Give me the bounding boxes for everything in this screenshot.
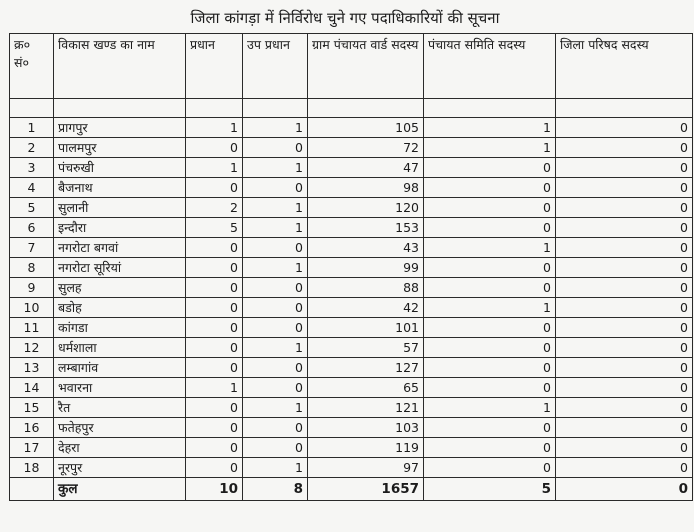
cell-sno: 1 <box>10 118 54 138</box>
spacer-cell <box>54 99 186 118</box>
cell-samiti: 0 <box>424 278 556 298</box>
cell-pradhan: 1 <box>186 378 243 398</box>
cell-ward: 47 <box>308 158 424 178</box>
cell-block: सुलह <box>54 278 186 298</box>
table-row <box>10 318 693 338</box>
cell-sno: 11 <box>10 318 54 338</box>
officials-table <box>9 33 693 501</box>
cell-ward: 103 <box>308 418 424 438</box>
cell-block: लम्बागांव <box>54 358 186 378</box>
cell-up-pradhan: 0 <box>243 318 308 338</box>
total-parishad: 0 <box>556 478 693 501</box>
cell-sno: 18 <box>10 458 54 478</box>
cell-parishad: 0 <box>556 358 693 378</box>
cell-up-pradhan: 0 <box>243 378 308 398</box>
cell-sno: 15 <box>10 398 54 418</box>
table-row <box>10 238 693 258</box>
cell-up-pradhan: 1 <box>243 158 308 178</box>
total-label: कुल <box>54 478 186 501</box>
cell-samiti: 1 <box>424 118 556 138</box>
cell-block: फतेहपुर <box>54 418 186 438</box>
cell-sno: 5 <box>10 198 54 218</box>
cell-parishad: 0 <box>556 418 693 438</box>
total-sno-cell <box>10 478 54 501</box>
cell-parishad: 0 <box>556 378 693 398</box>
cell-parishad: 0 <box>556 398 693 418</box>
spacer-cell <box>243 99 308 118</box>
cell-up-pradhan: 1 <box>243 258 308 278</box>
cell-block: इन्दौरा <box>54 218 186 238</box>
cell-pradhan: 0 <box>186 238 243 258</box>
cell-sno: 8 <box>10 258 54 278</box>
cell-up-pradhan: 1 <box>243 218 308 238</box>
cell-sno: 4 <box>10 178 54 198</box>
cell-block: बैजनाथ <box>54 178 186 198</box>
cell-samiti: 0 <box>424 378 556 398</box>
cell-pradhan: 2 <box>186 198 243 218</box>
cell-block: नगरोटा बगवां <box>54 238 186 258</box>
cell-ward: 97 <box>308 458 424 478</box>
cell-block: देहरा <box>54 438 186 458</box>
cell-pradhan: 0 <box>186 438 243 458</box>
cell-pradhan: 1 <box>186 158 243 178</box>
cell-pradhan: 0 <box>186 398 243 418</box>
cell-samiti: 0 <box>424 338 556 358</box>
cell-parishad: 0 <box>556 258 693 278</box>
cell-samiti: 0 <box>424 258 556 278</box>
cell-ward: 121 <box>308 398 424 418</box>
cell-samiti: 0 <box>424 218 556 238</box>
cell-samiti: 1 <box>424 238 556 258</box>
cell-ward: 101 <box>308 318 424 338</box>
cell-ward: 65 <box>308 378 424 398</box>
cell-ward: 43 <box>308 238 424 258</box>
cell-up-pradhan: 1 <box>243 458 308 478</box>
cell-block: धर्मशाला <box>54 338 186 358</box>
total-samiti: 5 <box>424 478 556 501</box>
cell-parishad: 0 <box>556 198 693 218</box>
total-up-pradhan: 8 <box>243 478 308 501</box>
cell-up-pradhan: 0 <box>243 298 308 318</box>
table-row <box>10 158 693 178</box>
cell-samiti: 0 <box>424 438 556 458</box>
header-sno: क्र० सं० <box>10 34 54 99</box>
cell-pradhan: 0 <box>186 338 243 358</box>
cell-parishad: 0 <box>556 338 693 358</box>
table-row <box>10 338 693 358</box>
table-row <box>10 138 693 158</box>
cell-ward: 105 <box>308 118 424 138</box>
cell-sno: 10 <box>10 298 54 318</box>
cell-up-pradhan: 0 <box>243 238 308 258</box>
cell-up-pradhan: 1 <box>243 198 308 218</box>
header-up-pradhan: उप प्रधान <box>243 34 308 99</box>
cell-sno: 6 <box>10 218 54 238</box>
cell-samiti: 1 <box>424 138 556 158</box>
cell-parishad: 0 <box>556 218 693 238</box>
cell-pradhan: 1 <box>186 118 243 138</box>
cell-samiti: 0 <box>424 318 556 338</box>
cell-up-pradhan: 1 <box>243 398 308 418</box>
cell-sno: 16 <box>10 418 54 438</box>
cell-up-pradhan: 0 <box>243 178 308 198</box>
cell-pradhan: 0 <box>186 358 243 378</box>
cell-up-pradhan: 1 <box>243 338 308 358</box>
table-row <box>10 418 693 438</box>
cell-sno: 2 <box>10 138 54 158</box>
table-row <box>10 258 693 278</box>
spacer-cell <box>308 99 424 118</box>
cell-pradhan: 0 <box>186 258 243 278</box>
cell-up-pradhan: 0 <box>243 358 308 378</box>
cell-sno: 13 <box>10 358 54 378</box>
cell-block: भवारना <box>54 378 186 398</box>
table-body <box>10 99 693 478</box>
cell-pradhan: 0 <box>186 178 243 198</box>
table-row <box>10 358 693 378</box>
cell-parishad: 0 <box>556 318 693 338</box>
cell-up-pradhan: 1 <box>243 118 308 138</box>
spacer-cell <box>424 99 556 118</box>
cell-ward: 120 <box>308 198 424 218</box>
cell-ward: 42 <box>308 298 424 318</box>
cell-samiti: 1 <box>424 398 556 418</box>
cell-block: नगरोटा सूरियां <box>54 258 186 278</box>
cell-parishad: 0 <box>556 138 693 158</box>
cell-up-pradhan: 0 <box>243 278 308 298</box>
cell-ward: 98 <box>308 178 424 198</box>
header-samiti: पंचायत समिति सदस्य <box>424 34 556 99</box>
cell-samiti: 0 <box>424 178 556 198</box>
spacer-cell <box>186 99 243 118</box>
table-row <box>10 458 693 478</box>
spacer-cell <box>556 99 693 118</box>
cell-parishad: 0 <box>556 158 693 178</box>
cell-sno: 9 <box>10 278 54 298</box>
cell-parishad: 0 <box>556 118 693 138</box>
header-block: विकास खण्ड का नाम <box>54 34 186 99</box>
cell-ward: 127 <box>308 358 424 378</box>
table-row <box>10 398 693 418</box>
cell-parishad: 0 <box>556 178 693 198</box>
table-row <box>10 298 693 318</box>
cell-up-pradhan: 0 <box>243 438 308 458</box>
header-ward: ग्राम पंचायत वार्ड सदस्य <box>308 34 424 99</box>
table-row <box>10 178 693 198</box>
cell-samiti: 0 <box>424 158 556 178</box>
cell-parishad: 0 <box>556 278 693 298</box>
table-row <box>10 218 693 238</box>
cell-parishad: 0 <box>556 298 693 318</box>
document-title: जिला कांगड़ा में निर्विरोध चुने गए पदाधिकारियों की सूचना <box>190 9 500 27</box>
table-row <box>10 438 693 458</box>
cell-parishad: 0 <box>556 438 693 458</box>
cell-sno: 14 <box>10 378 54 398</box>
header-pradhan: प्रधान <box>186 34 243 99</box>
cell-block: नूरपुर <box>54 458 186 478</box>
cell-parishad: 0 <box>556 238 693 258</box>
cell-samiti: 0 <box>424 198 556 218</box>
spacer-row <box>10 99 693 118</box>
table-row <box>10 278 693 298</box>
cell-ward: 153 <box>308 218 424 238</box>
cell-pradhan: 0 <box>186 458 243 478</box>
spacer-cell <box>10 99 54 118</box>
cell-samiti: 0 <box>424 358 556 378</box>
cell-pradhan: 5 <box>186 218 243 238</box>
header-parishad: जिला परिषद सदस्य <box>556 34 693 99</box>
cell-block: बडोह <box>54 298 186 318</box>
cell-block: पंचरुखी <box>54 158 186 178</box>
cell-block: कांगडा <box>54 318 186 338</box>
cell-ward: 99 <box>308 258 424 278</box>
cell-pradhan: 0 <box>186 318 243 338</box>
table-row <box>10 118 693 138</box>
cell-pradhan: 0 <box>186 278 243 298</box>
total-ward: 1657 <box>308 478 424 501</box>
cell-parishad: 0 <box>556 458 693 478</box>
cell-samiti: 0 <box>424 418 556 438</box>
cell-pradhan: 0 <box>186 298 243 318</box>
cell-pradhan: 0 <box>186 138 243 158</box>
cell-block: पालमपुर <box>54 138 186 158</box>
header-row <box>10 34 693 99</box>
cell-sno: 12 <box>10 338 54 358</box>
cell-samiti: 1 <box>424 298 556 318</box>
cell-up-pradhan: 0 <box>243 138 308 158</box>
cell-block: प्रागपुर <box>54 118 186 138</box>
total-row <box>10 478 693 501</box>
total-pradhan: 10 <box>186 478 243 501</box>
cell-pradhan: 0 <box>186 418 243 438</box>
cell-up-pradhan: 0 <box>243 418 308 438</box>
cell-ward: 72 <box>308 138 424 158</box>
table-row <box>10 378 693 398</box>
cell-ward: 119 <box>308 438 424 458</box>
cell-block: रैत <box>54 398 186 418</box>
cell-samiti: 0 <box>424 458 556 478</box>
cell-sno: 3 <box>10 158 54 178</box>
cell-ward: 57 <box>308 338 424 358</box>
cell-sno: 17 <box>10 438 54 458</box>
cell-block: सुलानी <box>54 198 186 218</box>
table-row <box>10 198 693 218</box>
cell-sno: 7 <box>10 238 54 258</box>
cell-ward: 88 <box>308 278 424 298</box>
